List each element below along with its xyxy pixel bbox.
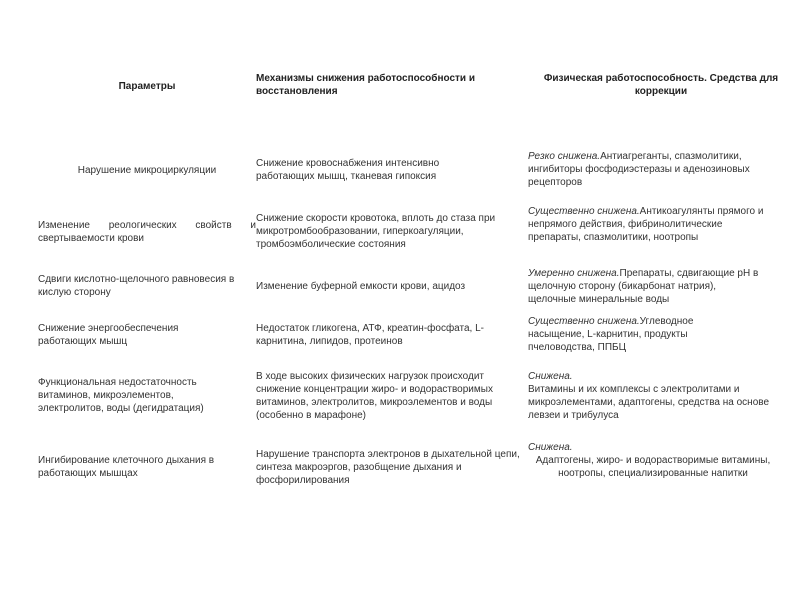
capacity-lead: Снижена. (528, 442, 573, 453)
header-mechanisms: Механизмы снижения работоспособности и восстановления (256, 73, 475, 97)
row-mechanism: Изменение буферной емкости крови, ацидоз (256, 281, 466, 292)
row-correction (528, 205, 778, 244)
correction-text: Адаптогены, жиро- и водорастворимые витамины, ноотропы, специализированные напитки (535, 455, 771, 479)
header-parameters: Параметры (118, 81, 176, 92)
capacity-lead: Существенно снижена. (528, 316, 640, 327)
row-mechanism: Снижение скорости кровотока, вплоть до стаза при микротромбообразовании, гиперкоагуляции, тромбоэмболические состояния (256, 213, 496, 250)
row-correction (528, 267, 766, 306)
capacity-lead: Снижена. (528, 371, 573, 382)
header-capacity: Физическая работоспособность. Средства для коррекции (543, 73, 779, 97)
row-correction (528, 370, 778, 422)
row-correction (528, 150, 778, 189)
row-mechanism: Снижение кровоснабжения интенсивно работающих мышц, тканевая гипоксия (256, 158, 440, 182)
correction-text: Антикоагулянты прямого и непрямого действия, фибринолитические препараты, спазмолитики, ноотропы (528, 206, 764, 243)
capacity-lead: Умеренно снижена. (528, 268, 620, 279)
row-parameter: Ингибирование клеточного дыхания в работающих мышцах (38, 455, 215, 479)
capacity-lead: Резко снижена. (528, 151, 601, 162)
row-parameter: Снижение энергообеспечения работающих мышц (38, 323, 179, 347)
row-correction (528, 315, 724, 354)
row-parameter-line1: Изменение реологических свойств и (38, 220, 256, 231)
row-parameter (38, 219, 256, 245)
correction-text: Витамины и их комплексы с электролитами и микроэлементами, адаптогены, средства на основе левзеи и трибулуса (528, 384, 770, 421)
row-parameter: Сдвиги кислотно-щелочного равновесия в кислую сторону (38, 274, 235, 298)
row-parameter: Нарушение микроциркуляции (77, 165, 217, 176)
row-correction (528, 441, 778, 480)
row-mechanism: Недостаток гликогена, АТФ, креатин-фосфата, L-карнитина, липидов, протеинов (256, 323, 484, 347)
row-mechanism: В ходе высоких физических нагрузок происходит снижение концентрации жиро- и водорастворимых витаминов, электролитов, микроэлементов и воды (особенно в марафоне) (256, 371, 493, 421)
row-mechanism: Нарушение транспорта электронов в дыхательной цепи, синтеза макроэргов, разобщение дыхания и фосфорилирования (256, 449, 520, 486)
correction-text: Антиагреганты, спазмолитики, ингибиторы фосфодиэстеразы и аденозиновых рецепторов (528, 151, 750, 188)
correction-text: Препараты, сдвигающие pH в щелочную сторону (бикарбонат натрия), щелочные минеральные воды (528, 268, 759, 305)
capacity-lead: Существенно снижена. (528, 206, 640, 217)
row-parameter: Функциональная недостаточность витаминов, микроэлементов, электролитов, воды (дегидратация) (38, 377, 204, 414)
correction-text: Углеводное насыщение, L-карнитин, продукты пчеловодства, ППБЦ (528, 316, 694, 353)
row-parameter-line2: свертываемости крови (38, 233, 144, 244)
